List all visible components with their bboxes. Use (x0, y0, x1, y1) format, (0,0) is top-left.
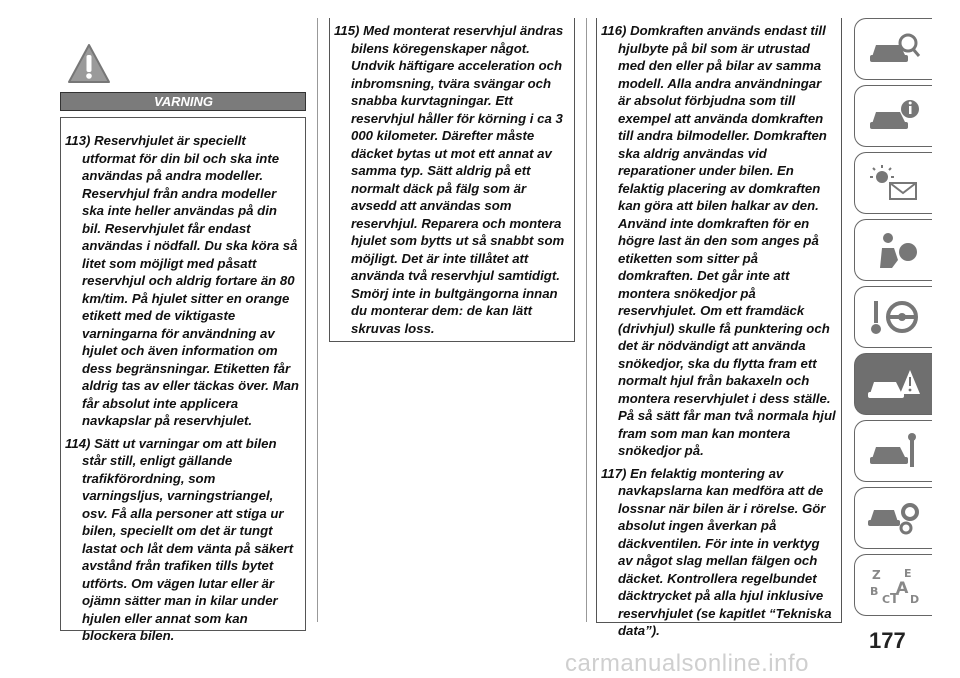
index-letters-icon (866, 565, 922, 605)
svg-text:Z: Z (871, 568, 881, 582)
breakdown-icon (866, 364, 922, 404)
svg-text:E: E (903, 567, 912, 580)
page-number: 177 (869, 628, 906, 653)
tab-airbag-safety[interactable] (854, 219, 932, 281)
car-info-icon (866, 96, 922, 136)
chapter-tabs (854, 18, 934, 621)
warning-item: 115) Med monterat reservhjul ändras bilens köregenskaper något. Undvik häftigare acceleration och inbromsning, tvära svängar och snabba kurvtagningar. Ett reservhjul håller för körning i ca 3 000 kilometer. Därefter måste däcket bytas ut mot ett annat av samma typ. Sätt aldrig på ett normalt däck på fälg som är avsedd att användas som reservhjul. Reparera och montera hjulet som bytts ut så snabbt som möjligt. Det är inte tillåtet att använda två reservhjul samtidigt. Smörj inte in bultgängorna innan du monterar dem: de kan lätt skruvas loss. (334, 23, 565, 336)
tab-warning-lights[interactable] (854, 152, 932, 214)
warning-item: 113) Reservhjulet är speciellt utformat för din bil och ska inte användas på andra modeller. Reservhjul från andra modeller ska inte heller användas på din bil. Reservhjulet får endast användas i nödfall. Du ska köra så litet som möjligt med påsatt reservhjul och aldrig fortare än 80 km/tim. På hjulet sitter en orange etikett med de viktigaste varningarna för användning av hjulet och även information om dess begränsningar. Etiketten får aldrig tas av eller täckas över. Man får absolut inte applicera navkapslar på reservhjulet. (65, 133, 299, 428)
svg-text:D: D (909, 593, 919, 605)
warning-item: 116) Domkraften används endast till hjulbyte på bil som är utrustad med den eller på bilar av samma modell. Alla andra användningar är absolut förbjudna som till exempel att använda domkraften till andra bilmodeller. Domkraften ska aldrig användas vid reparationer under bilen. En felaktig placering av domkraften kan göra att bilen halkar av den. Använd inte domkraften för en högre last än den som anges på etiketten som sitter på domkraften. Det går inte att montera snökedjor på reservhjulet. Om ett framdäck (drivhjul) skulle få punktering och det är nödvändigt att använda snökedjor, ska du flytta fram ett normalt hjul från bakaxeln och montera reservhjulet i dess ställe. På så sätt får man två normala hjul fram som man kan montera snökedjor på. (601, 23, 836, 458)
warning-box-right (596, 18, 842, 638)
tab-breakdown[interactable] (854, 353, 932, 415)
svg-text:T: T (889, 592, 899, 605)
tab-car-service[interactable] (854, 420, 932, 482)
tab-car-info[interactable] (854, 85, 932, 147)
tab-index[interactable] (854, 554, 932, 616)
tab-steering[interactable] (854, 286, 932, 348)
tab-technical-data[interactable] (854, 487, 932, 549)
svg-text:C: C (881, 593, 890, 605)
tab-car-search[interactable] (854, 18, 932, 80)
svg-text:A: A (895, 578, 908, 597)
steering-wheel-icon (866, 297, 922, 337)
column-divider (586, 18, 587, 622)
warning-title: VARNING (60, 92, 306, 111)
airbag-safety-icon (866, 230, 922, 270)
warning-triangle-icon (66, 42, 112, 86)
footer-watermark: carmanualsonline.info (565, 650, 809, 677)
warning-box-middle (329, 18, 575, 342)
svg-text:B: B (869, 585, 878, 598)
car-search-icon (866, 29, 922, 69)
car-service-icon (866, 431, 922, 471)
warning-lights-icon (866, 163, 922, 203)
warning-box-left (60, 117, 306, 643)
technical-data-icon (866, 498, 922, 538)
warning-item: 117) En felaktig montering av navkapslarna kan medföra att de lossnar när bilen är i rörelse. Gör absolut ingen åverkan på däckventilen. För inte in verktyg av något slag mellan fälgen och däcket. Kontrollera regelbundet däcktrycket på alla hjul inklusive reservhjulet (se kapitlet “Tekniska data”). (601, 465, 832, 638)
column-divider (317, 18, 318, 622)
warning-item: 114) Sätt ut varningar om att bilen står still, enligt gällande trafikförordning, som varningsljus, varningstriangel, osv. Få alla personer att stiga ur bilen, speciellt om det är tungt lastat och låt dem vänta på säkert avstånd från trafiken tills bytet utförts. Om vägen lutar eller är ojämn sätter man in kilar under hjulen eller annat som kan blockera bilen. (65, 435, 294, 643)
